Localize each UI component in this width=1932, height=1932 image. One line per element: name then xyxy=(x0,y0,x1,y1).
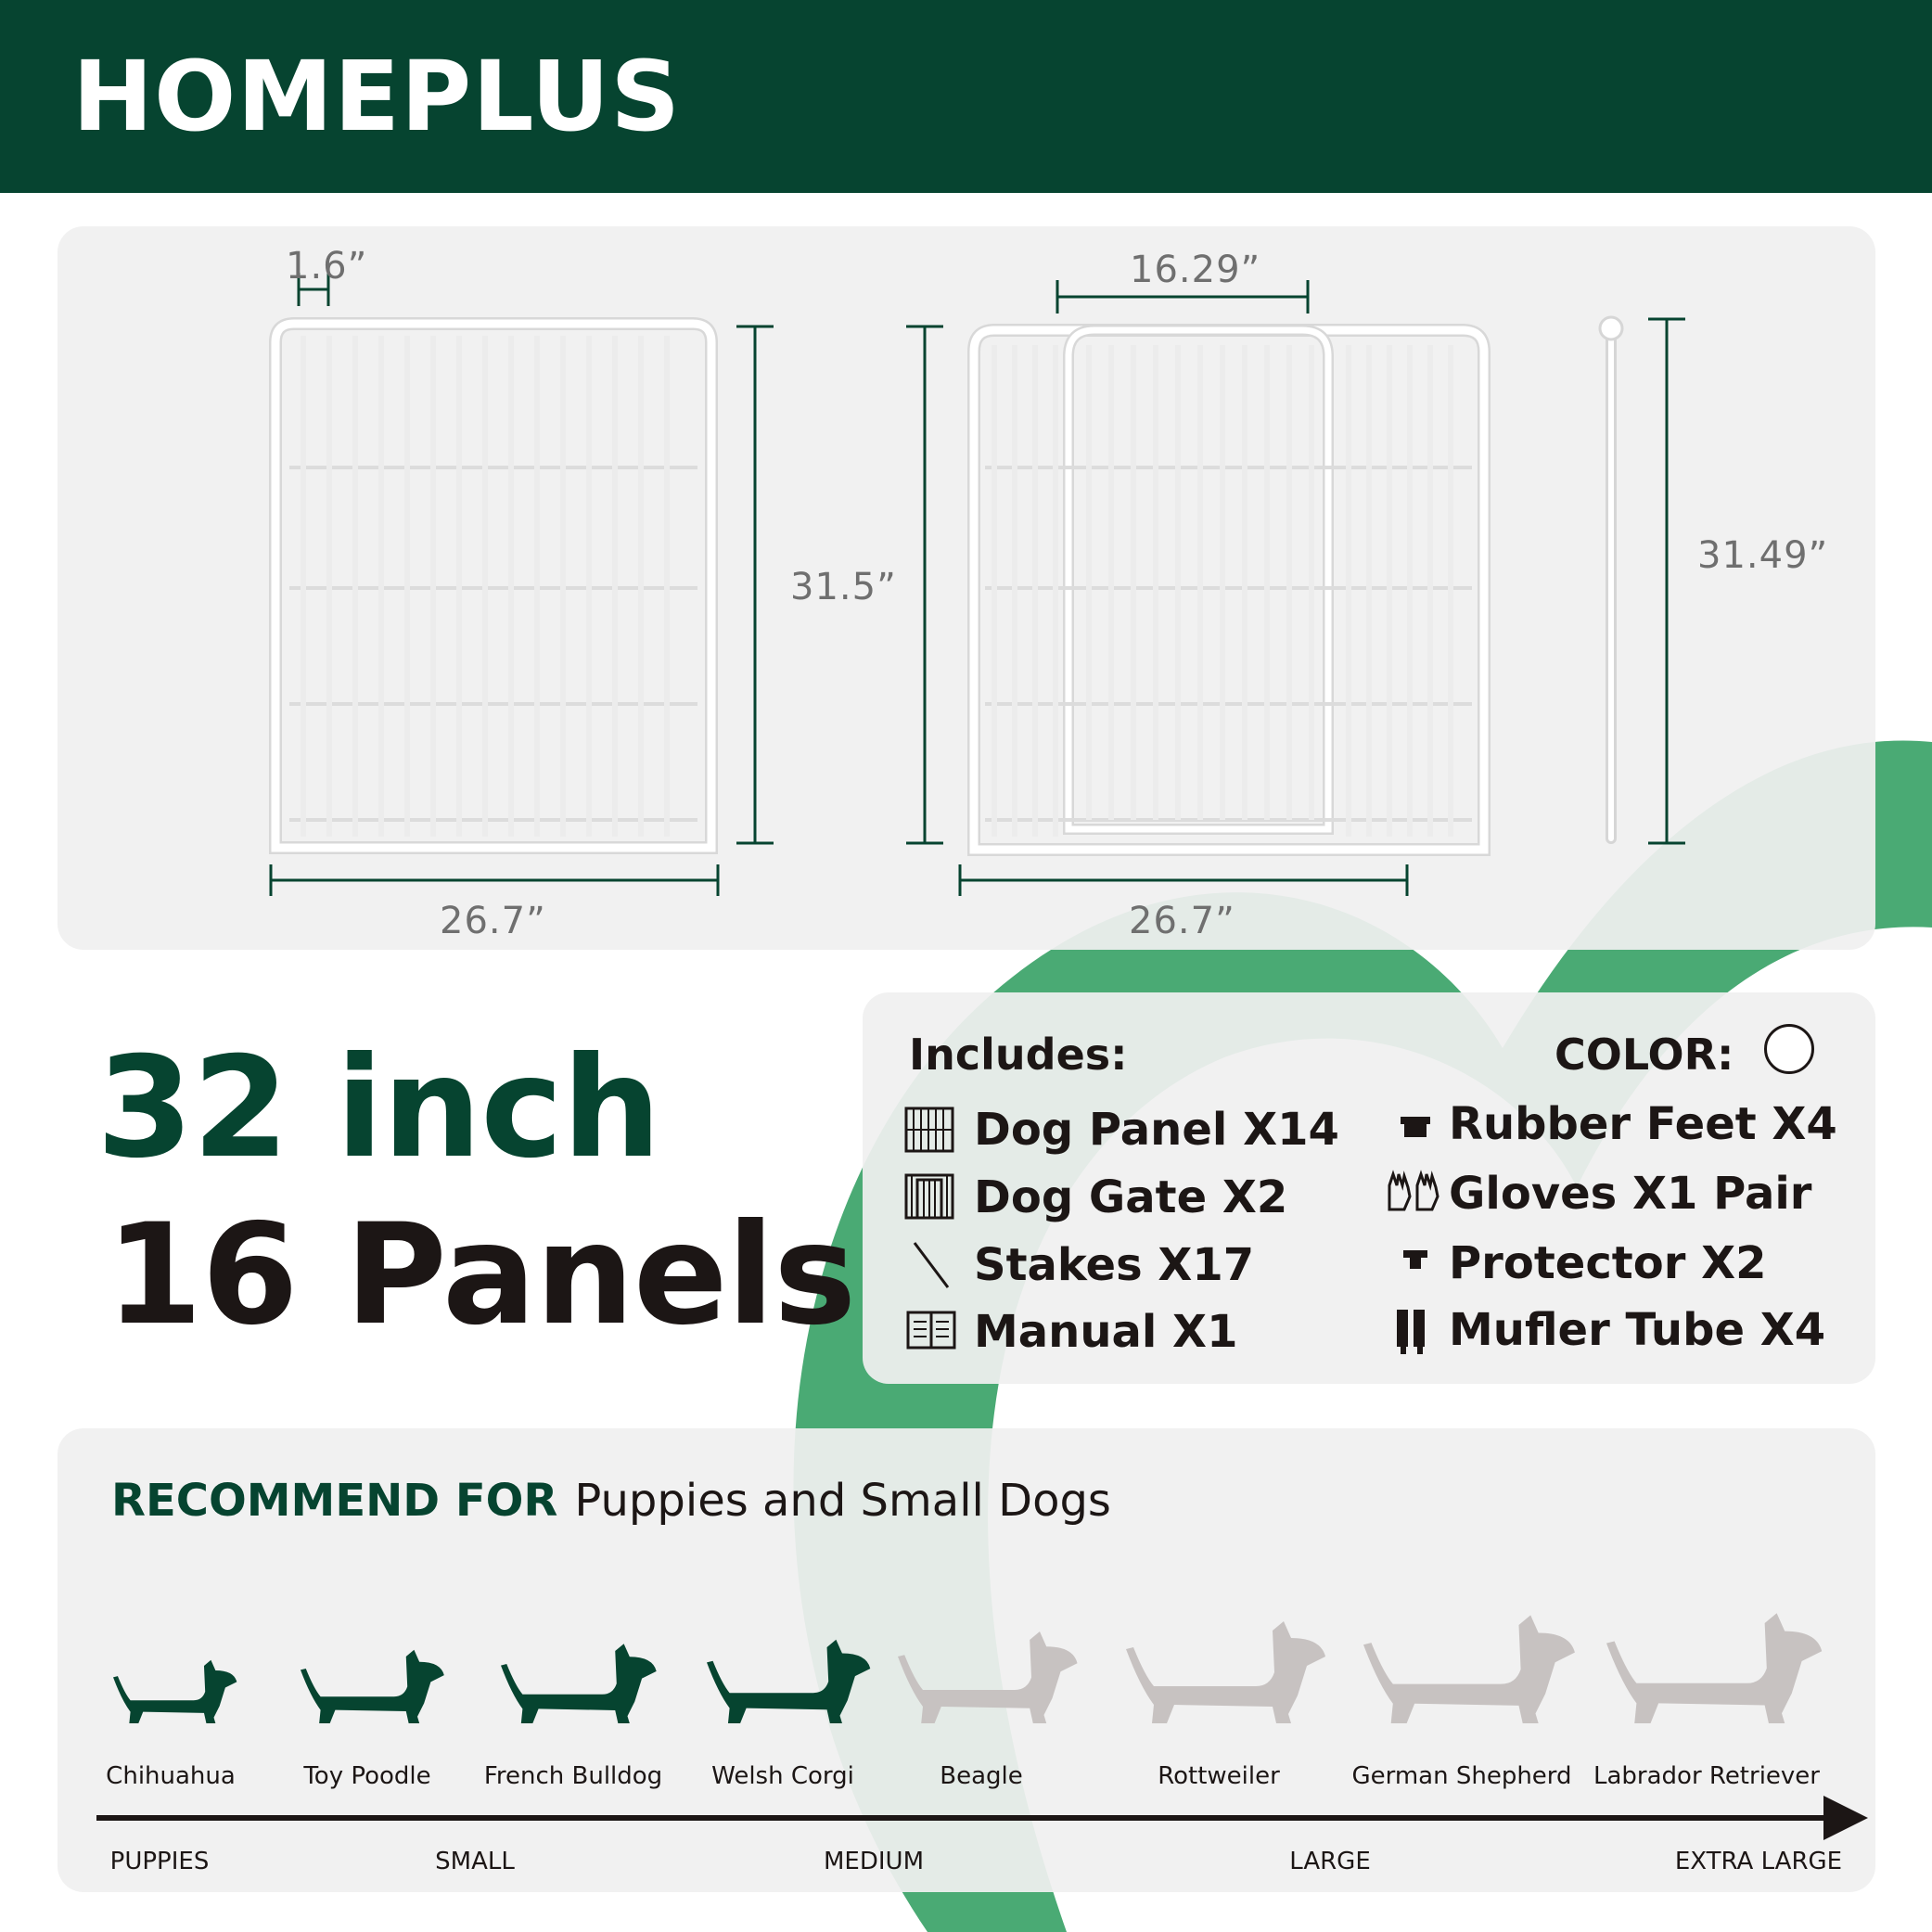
includes-panel xyxy=(863,992,1875,1384)
breed-welsh-corgi: Welsh Corgi xyxy=(711,1762,854,1790)
gate-panel-image xyxy=(974,330,1484,850)
gate-width-label: 26.7” xyxy=(1129,900,1235,942)
dog-silhouette-icon xyxy=(707,1640,870,1723)
dimensions-panel xyxy=(58,226,1875,950)
dog-size-scale xyxy=(58,1428,1875,1892)
include-manual: Manual X1 xyxy=(974,1306,1238,1358)
breed-rottweiler: Rottweiler xyxy=(1158,1762,1280,1790)
stake-icon xyxy=(909,1239,955,1291)
rubber-foot-icon xyxy=(1397,1111,1434,1143)
dog-silhouette-icon xyxy=(301,1650,444,1723)
size-medium: MEDIUM xyxy=(823,1848,925,1875)
dog-silhouette-icon xyxy=(1126,1621,1325,1723)
bar-spacing-label: 1.6” xyxy=(286,245,368,288)
dog-silhouette-icon xyxy=(1606,1613,1822,1723)
recommend-text: Puppies and Small Dogs xyxy=(574,1475,1111,1527)
stake-image xyxy=(1600,317,1622,838)
mufler-tube-icon xyxy=(1391,1308,1432,1356)
size-puppies: PUPPIES xyxy=(109,1848,210,1875)
breed-toy-poodle: Toy Poodle xyxy=(303,1762,431,1790)
size-small: SMALL xyxy=(435,1848,515,1875)
color-swatch xyxy=(1764,1024,1814,1074)
include-dog-panel: Dog Panel X14 xyxy=(974,1104,1339,1156)
panel-height-label: 31.5” xyxy=(790,566,897,608)
size-extra-large: EXTRA LARGE xyxy=(1674,1848,1843,1875)
protector-icon xyxy=(1401,1247,1430,1274)
dog-silhouette-icon xyxy=(501,1644,657,1723)
breed-french-bulldog: French Bulldog xyxy=(483,1762,663,1790)
include-mufler-tube: Mufler Tube X4 xyxy=(1449,1304,1826,1356)
include-dog-gate: Dog Gate X2 xyxy=(974,1171,1288,1223)
include-rubber-feet: Rubber Feet X4 xyxy=(1449,1098,1837,1150)
dog-silhouette-icon xyxy=(113,1660,237,1723)
include-protector: Protector X2 xyxy=(1449,1237,1767,1289)
dog-silhouette-icon xyxy=(898,1631,1078,1723)
dog-silhouette-icon xyxy=(1363,1615,1575,1723)
panel-icon xyxy=(903,1106,955,1154)
includes-title: Includes: xyxy=(909,1030,1128,1080)
recommend-label: RECOMMEND FOR xyxy=(111,1475,558,1527)
panel-width-label: 26.7” xyxy=(440,900,546,942)
breed-labrador-retriever: Labrador Retriever xyxy=(1593,1762,1820,1790)
include-gloves: Gloves X1 Pair xyxy=(1449,1168,1812,1220)
gloves-icon xyxy=(1384,1169,1443,1215)
manual-icon xyxy=(905,1310,957,1350)
breed-beagle: Beagle xyxy=(940,1762,1023,1790)
breed-german-shepherd: German Shepherd xyxy=(1351,1762,1572,1790)
door-width-label: 16.29” xyxy=(1130,249,1261,291)
product-dimension-drawing xyxy=(58,226,1875,950)
stake-height-label: 31.49” xyxy=(1697,534,1829,577)
single-panel-image xyxy=(275,324,711,848)
recommend-panel xyxy=(58,1428,1875,1892)
color-label: COLOR: xyxy=(1555,1030,1734,1080)
include-stakes: Stakes X17 xyxy=(974,1239,1255,1291)
brand-logo: HOMEPLUS xyxy=(72,40,682,153)
size-large: LARGE xyxy=(1289,1848,1371,1875)
panel-count-headline: 16 Panels xyxy=(106,1195,856,1356)
breed-chihuahua: Chihuahua xyxy=(106,1762,236,1790)
product-height-headline: 32 inch xyxy=(96,1028,660,1189)
gate-icon xyxy=(903,1172,955,1221)
